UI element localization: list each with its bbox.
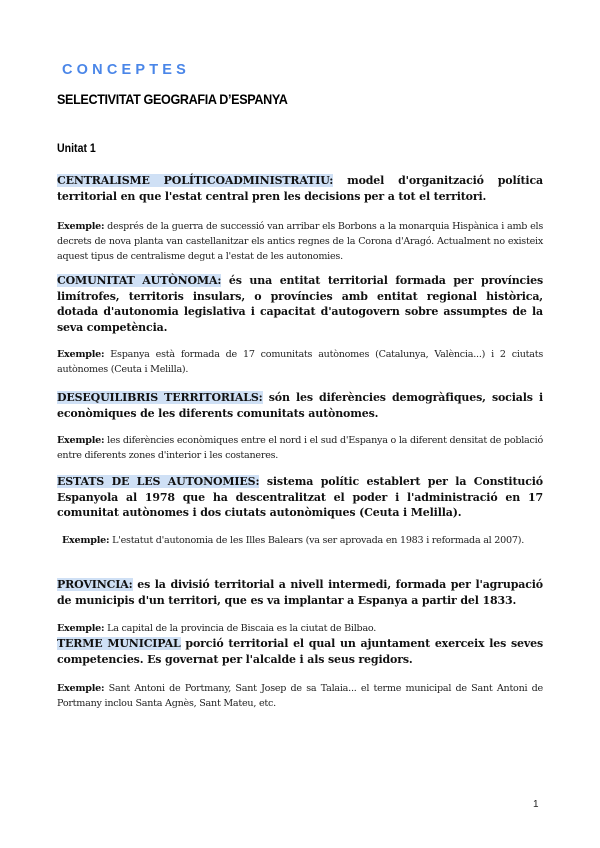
example-text: La capital de la provincia de Biscaia es la ciutat de Bilbao. bbox=[104, 623, 377, 634]
concept-definition bbox=[57, 474, 543, 521]
concept-term: PROVINCIA: bbox=[57, 578, 133, 591]
concept-example bbox=[57, 681, 543, 711]
concept-definition bbox=[57, 636, 543, 667]
concept-term: COMUNITAT AUTÒNOMA: bbox=[57, 274, 222, 287]
concept-example bbox=[57, 219, 543, 264]
document-title: CONCEPTES bbox=[62, 62, 191, 78]
definition-text: són les diferències demogràfiques, socials i econòmiques de les diferents comunitats autònomes. bbox=[57, 391, 543, 420]
concept-example bbox=[57, 621, 543, 636]
concept-example bbox=[62, 533, 543, 548]
page-number: 1 bbox=[533, 799, 539, 810]
unit-heading: Unitat 1 bbox=[57, 143, 96, 155]
definition-text: és una entitat territorial formada per províncies limítrofes, territoris insulars, o províncies amb entitat regional històrica, dotada d'autonomia legislativa i capacitat d'autogovern sobre assumptes de la seva competència. bbox=[57, 274, 544, 334]
example-label: Exemple: bbox=[57, 623, 105, 634]
concept-term: DESEQUILIBRIS TERRITORIALS: bbox=[57, 391, 263, 404]
concept-example bbox=[57, 347, 543, 377]
example-text: Sant Antoni de Portmany, Sant Josep de sa Talaia... el terme municipal de Sant Antoni de Portmany inclou Santa Agnès, Sant Mateu, etc. bbox=[57, 683, 543, 709]
example-text: les diferències econòmiques entre el nord i el sud d'Espanya o la diferent densitat de població entre diferents zones d'interior i les costaneres. bbox=[57, 435, 543, 461]
example-text: Espanya està formada de 17 comunitats autònomes (Catalunya, València...) i 2 ciutats autònomes (Ceuta i Melilla). bbox=[57, 349, 543, 375]
concept-term: CENTRALISME POLÍTICOADMINISTRATIU: bbox=[57, 174, 334, 187]
concept-term: ESTATS DE LES AUTONOMIES: bbox=[57, 475, 260, 488]
example-label: Exemple: bbox=[57, 221, 105, 232]
example-label: Exemple: bbox=[57, 683, 105, 694]
definition-text: model d'organització política territorial en que l'estat central pren les decisions per a tot el territori. bbox=[57, 174, 543, 203]
concept-definition bbox=[57, 173, 543, 204]
definition-text: es la divisió territorial a nivell intermedi, formada per l'agrupació de municipis d'un territori, que es va implantar a Espanya a partir del 1833. bbox=[57, 578, 543, 607]
example-label: Exemple: bbox=[57, 435, 105, 446]
concept-term: TERME MUNICIPAL bbox=[57, 637, 181, 650]
concept-definition bbox=[57, 577, 543, 608]
concept-definition bbox=[57, 390, 543, 421]
document-subtitle: SELECTIVITAT GEOGRAFIA D’ESPANYA bbox=[57, 91, 288, 107]
example-label: Exemple: bbox=[57, 349, 105, 360]
example-label: Exemple: bbox=[62, 535, 110, 546]
definition-text: sistema polític establert per la Constitució Espanyola al 1978 que ha descentralitzat el poder i l'administració en 17 comunitat autònomes i dos ciutats autonòmiques (Ceuta i Melilla). bbox=[57, 475, 543, 519]
concept-definition bbox=[57, 273, 543, 335]
example-text: L'estatut d'autonomia de les Illes Balears (va ser aprovada en 1983 i reformada al 2007). bbox=[109, 535, 525, 546]
definition-text: porció territorial el qual un ajuntament exerceix les seves competencies. Es governat per l'alcalde i als seus regidors. bbox=[57, 637, 543, 666]
example-text: després de la guerra de successió van arribar els Borbons a la monarquia Hispànica i amb els decrets de nova planta van castellanitzar els antics regnes de la Corona d'Aragó. Actualment no existeix aquest tipus de centralisme degut a l'estat de les autonomies. bbox=[57, 221, 543, 262]
concept-example bbox=[57, 433, 543, 463]
